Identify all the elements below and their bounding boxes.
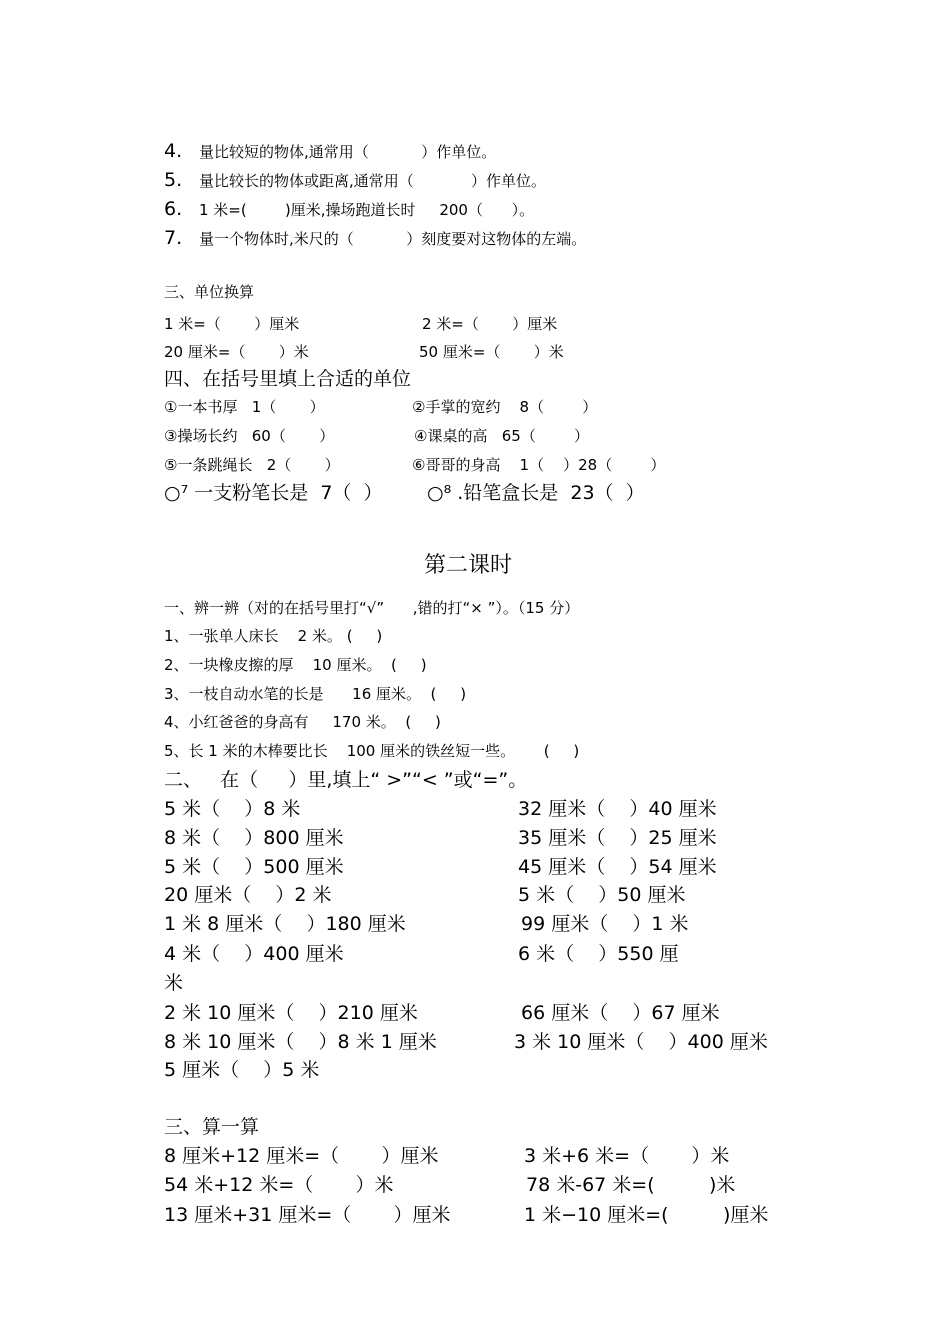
q7-number: 7. bbox=[164, 227, 183, 249]
calc-1b: 3 米+6 米=（ ）米 bbox=[524, 1145, 730, 1167]
compare-right-3: 45 厘米（ ）54 厘米 bbox=[518, 856, 717, 878]
compare-right-6: 6 米（ ）550 厘 bbox=[518, 943, 679, 965]
judge-item-4: 4、小红爸爸的身高有 170 米。 ( ) bbox=[164, 713, 441, 731]
conv-1b: 2 米=（ ）厘米 bbox=[422, 315, 558, 333]
q6-text: 1 米=( )厘米,操场跑道长时 200（ ）。 bbox=[199, 201, 535, 219]
compare-right-1: 32 厘米（ ）40 厘米 bbox=[518, 798, 717, 820]
judge-item-3: 3、一枝自动水笔的长是 16 厘米。 ( ) bbox=[164, 685, 467, 703]
section3-heading: 三、单位换算 bbox=[164, 283, 255, 301]
conv-2a: 20 厘米=（ ）米 bbox=[164, 343, 309, 361]
compare-right-7: 66 厘米（ ）67 厘米 bbox=[521, 1002, 720, 1024]
compare-right-5: 99 厘米（ ）1 米 bbox=[521, 913, 689, 935]
compare-left-1: 5 米（ ）8 米 bbox=[164, 798, 301, 820]
compare-right-2: 35 厘米（ ）25 厘米 bbox=[518, 827, 717, 849]
section4-heading: 四、在括号里填上合适的单位 bbox=[164, 368, 412, 390]
compare-left-5: 1 米 8 厘米（ ）180 厘米 bbox=[164, 913, 406, 935]
compare-right-4: 5 米（ ）50 厘米 bbox=[518, 884, 686, 906]
calc-2b: 78 米-67 米=( )米 bbox=[526, 1174, 736, 1196]
compare-left-4: 20 厘米（ ）2 米 bbox=[164, 884, 332, 906]
judge-item-5: 5、长 1 米的木棒要比长 100 厘米的铁丝短一些。 ( ) bbox=[164, 742, 580, 760]
compare-left-7: 2 米 10 厘米（ ）210 厘米 bbox=[164, 1002, 418, 1024]
q7-text: 量一个物体时,米尺的（ ）刻度要对这物体的左端。 bbox=[199, 230, 587, 248]
judge-item-2: 2、一块橡皮擦的厚 10 厘米。 ( ) bbox=[164, 656, 427, 674]
conv-2b: 50 厘米=（ ）米 bbox=[419, 343, 564, 361]
compare-heading: 二、 在（ ）里,填上“ >”“< ”或“=”。 bbox=[164, 769, 528, 791]
compare-left-9: 5 厘米（ ）5 米 bbox=[164, 1059, 320, 1081]
compare-left-8: 8 米 10 厘米（ ）8 米 1 厘米 bbox=[164, 1031, 437, 1053]
calc-2a: 54 米+12 米=（ ）米 bbox=[164, 1174, 394, 1196]
q5-text: 量比较长的物体或距离,通常用（ ）作单位。 bbox=[199, 172, 546, 190]
unit-item-2: ②手掌的宽约 8（ ） bbox=[412, 398, 598, 416]
unit-item-4: ④课桌的高 65（ ） bbox=[414, 427, 589, 445]
compare-left-6: 4 米（ ）400 厘米 bbox=[164, 943, 344, 965]
q6-number: 6. bbox=[164, 198, 183, 220]
compare-wrap: 米 bbox=[164, 972, 184, 994]
compare-left-3: 5 米（ ）500 厘米 bbox=[164, 856, 344, 878]
unit-item-3: ③操场长约 60（ ） bbox=[164, 427, 335, 445]
calc-3b: 1 米−10 厘米=( )厘米 bbox=[524, 1204, 769, 1226]
judge-heading: 一、辨一辨（对的在括号里打“√” ,错的打“× ”）。（15 分） bbox=[164, 599, 580, 617]
compare-right-8: 3 米 10 厘米（ ）400 厘米 bbox=[514, 1031, 768, 1053]
unit-item-6: ⑥哥哥的身高 1（ ）28（ ） bbox=[412, 456, 666, 474]
q5-number: 5. bbox=[164, 169, 183, 191]
judge-item-1: 1、一张单人床长 2 米。 ( ) bbox=[164, 627, 383, 645]
q4-number: 4. bbox=[164, 140, 183, 162]
unit-item-7: ○⁷ 一支粉笔长是 7（ ） bbox=[164, 482, 383, 504]
unit-item-1: ①一本书厚 1（ ） bbox=[164, 398, 325, 416]
conv-1a: 1 米=（ ）厘米 bbox=[164, 315, 300, 333]
compare-left-2: 8 米（ ）800 厘米 bbox=[164, 827, 344, 849]
calc-3a: 13 厘米+31 厘米=（ ）厘米 bbox=[164, 1204, 451, 1226]
q4-text: 量比较短的物体,通常用（ ）作单位。 bbox=[199, 143, 497, 161]
lesson-title: 第二课时 bbox=[424, 553, 513, 578]
unit-item-5: ⑤一条跳绳长 2（ ） bbox=[164, 456, 340, 474]
unit-item-8: ○⁸ .铅笔盒长是 23（ ） bbox=[427, 482, 645, 504]
calc-heading: 三、算一算 bbox=[164, 1116, 260, 1138]
calc-1a: 8 厘米+12 厘米=（ ）厘米 bbox=[164, 1145, 439, 1167]
